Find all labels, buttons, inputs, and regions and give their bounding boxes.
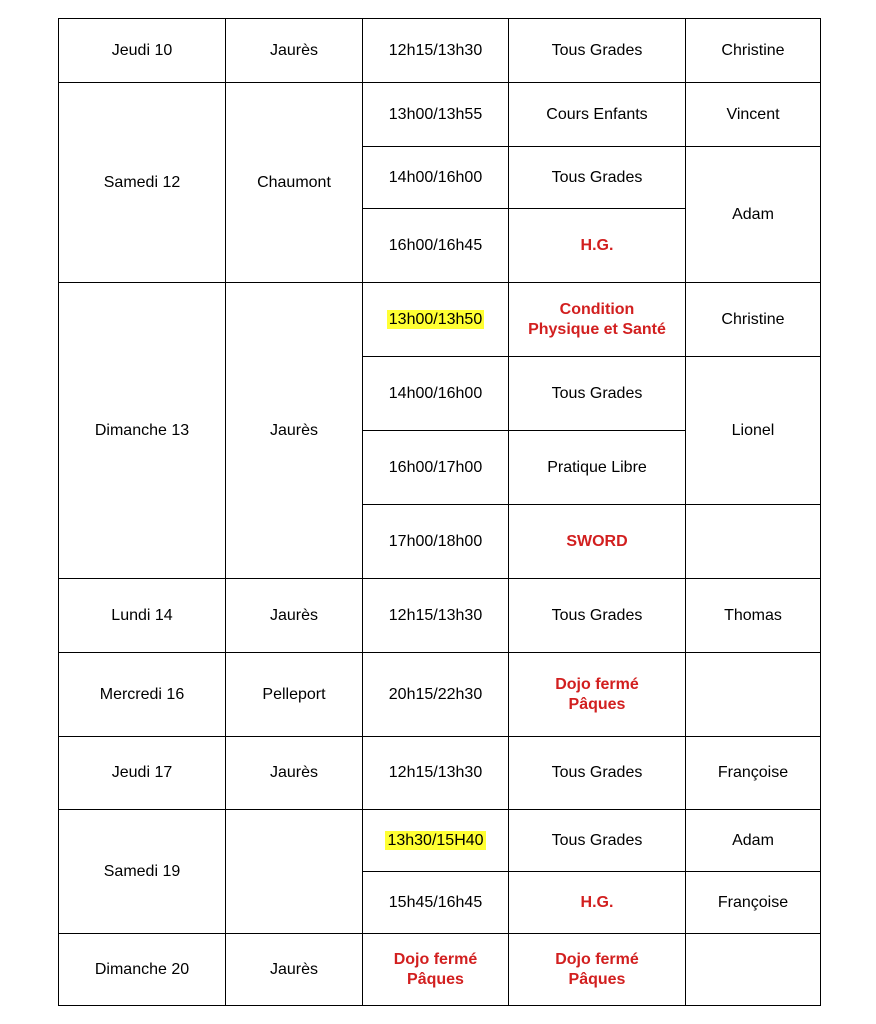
teacher-cell: Christine [686, 283, 821, 357]
course-cell-alert [509, 653, 686, 737]
course-line: Condition [559, 300, 635, 318]
teacher-cell: Françoise [686, 872, 821, 934]
course-line: Dojo fermé [555, 950, 639, 968]
course-cell: Tous Grades [509, 147, 686, 209]
place-cell: Jaurès [226, 579, 363, 653]
course-cell: Cours Enfants [509, 83, 686, 147]
time-cell [363, 283, 509, 357]
time-cell: 16h00/17h00 [363, 431, 509, 505]
time-cell: 12h15/13h30 [363, 19, 509, 83]
course-cell: Tous Grades [509, 19, 686, 83]
course-line: Dojo fermé [555, 675, 639, 693]
place-cell: Jaurès [226, 934, 363, 1006]
teacher-cell: Lionel [686, 357, 821, 505]
time-cell-alert [363, 934, 509, 1006]
place-cell-empty [226, 810, 363, 934]
course-cell-alert: H.G. [509, 872, 686, 934]
time-cell: 14h00/16h00 [363, 147, 509, 209]
time-cell: 15h45/16h45 [363, 872, 509, 934]
place-cell: Pelleport [226, 653, 363, 737]
table-row [59, 579, 821, 653]
time-line: Pâques [407, 970, 464, 988]
time-cell: 12h15/13h30 [363, 579, 509, 653]
course-cell: Tous Grades [509, 579, 686, 653]
day-cell: Jeudi 17 [59, 737, 226, 810]
highlighted-time: 13h00/13h50 [388, 310, 483, 328]
course-line: Pâques [568, 970, 626, 988]
course-cell: Tous Grades [509, 357, 686, 431]
day-cell: Dimanche 13 [59, 283, 226, 579]
teacher-cell-empty [686, 653, 821, 737]
place-cell: Jaurès [226, 737, 363, 810]
place-cell: Jaurès [226, 19, 363, 83]
time-cell: 14h00/16h00 [363, 357, 509, 431]
course-cell-alert [509, 934, 686, 1006]
teacher-cell: Adam [686, 810, 821, 872]
day-cell: Samedi 19 [59, 810, 226, 934]
place-cell: Jaurès [226, 283, 363, 579]
day-cell: Samedi 12 [59, 83, 226, 283]
teacher-cell: Françoise [686, 737, 821, 810]
course-line: Pâques [568, 695, 626, 713]
course-line: Physique et Santé [528, 320, 666, 338]
time-cell: 17h00/18h00 [363, 505, 509, 579]
teacher-cell-empty [686, 505, 821, 579]
time-line: Dojo fermé [393, 950, 478, 968]
day-cell: Mercredi 16 [59, 653, 226, 737]
highlighted-time: 13h30/15H40 [387, 831, 484, 849]
day-cell: Dimanche 20 [59, 934, 226, 1006]
table-row [59, 653, 821, 737]
time-cell: 13h00/13h55 [363, 83, 509, 147]
teacher-cell: Adam [686, 147, 821, 283]
teacher-cell-empty [686, 934, 821, 1006]
time-cell [363, 810, 509, 872]
time-cell: 16h00/16h45 [363, 209, 509, 283]
teacher-cell: Vincent [686, 83, 821, 147]
time-cell: 20h15/22h30 [363, 653, 509, 737]
course-cell: Pratique Libre [509, 431, 686, 505]
table-row [59, 737, 821, 810]
schedule-table [58, 18, 821, 1006]
day-cell: Lundi 14 [59, 579, 226, 653]
table-row [59, 283, 821, 357]
teacher-cell: Christine [686, 19, 821, 83]
course-cell: Tous Grades [509, 737, 686, 810]
table-row [59, 19, 821, 83]
course-cell-alert: H.G. [509, 209, 686, 283]
place-cell: Chaumont [226, 83, 363, 283]
course-cell-alert: SWORD [509, 505, 686, 579]
table-row [59, 934, 821, 1006]
table-row [59, 810, 821, 872]
course-cell-alert [509, 283, 686, 357]
table-row [59, 83, 821, 147]
course-cell: Tous Grades [509, 810, 686, 872]
time-cell: 12h15/13h30 [363, 737, 509, 810]
day-cell: Jeudi 10 [59, 19, 226, 83]
teacher-cell: Thomas [686, 579, 821, 653]
